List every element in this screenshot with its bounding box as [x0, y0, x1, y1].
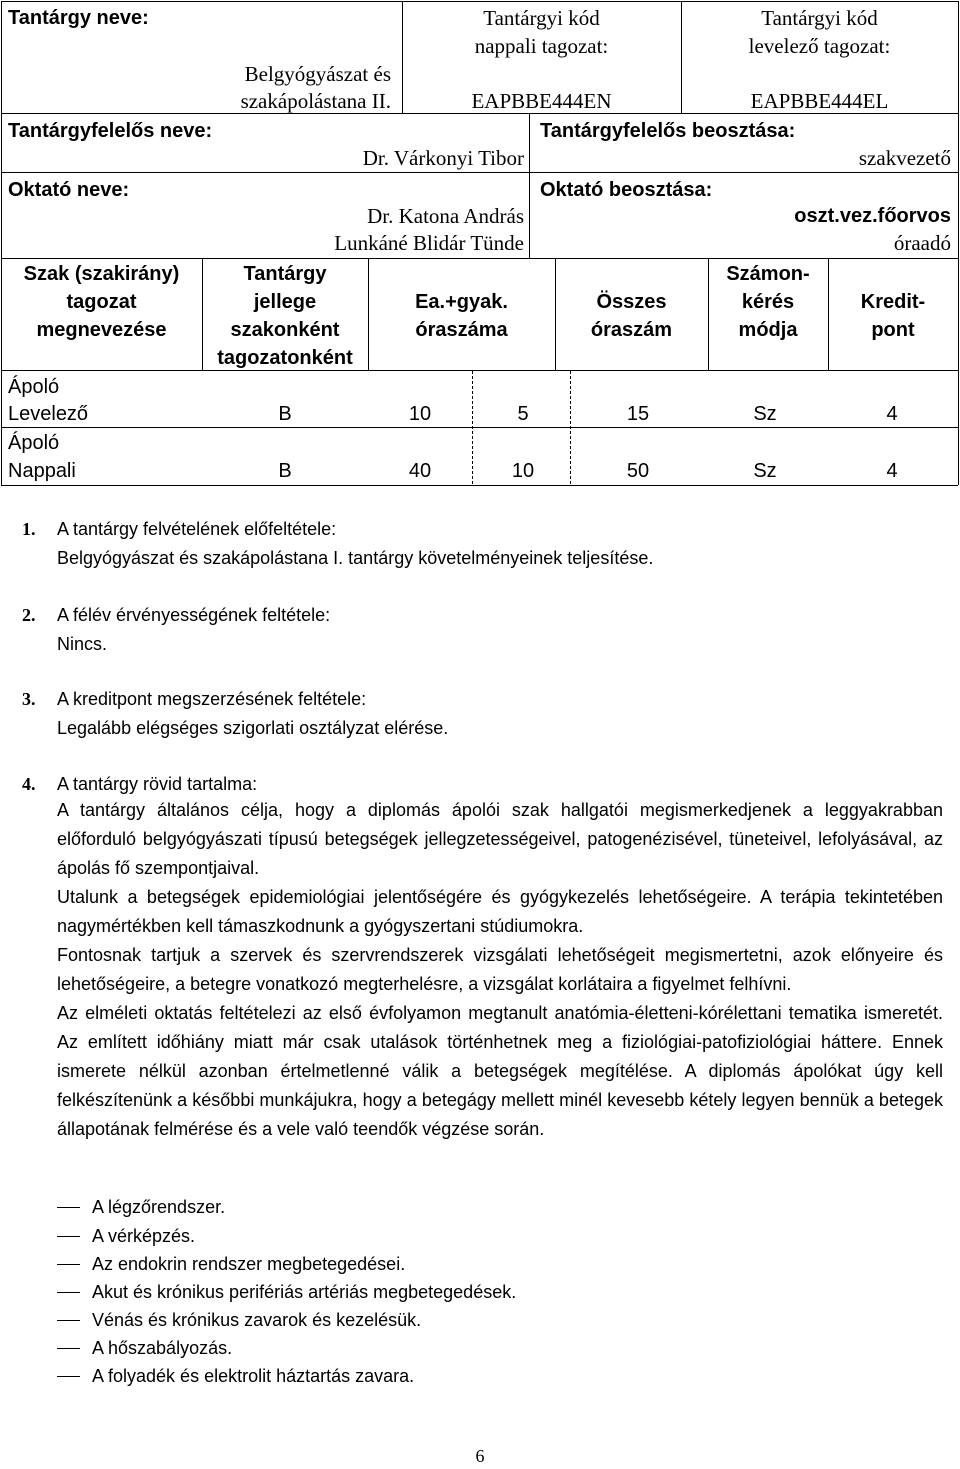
section-title: A tantárgy felvételének előfeltétele:: [57, 519, 337, 539]
col-spec-2: tagozat: [66, 291, 137, 313]
teacher-label: Oktató neve:: [8, 179, 130, 201]
subject-name-line1: Belgyógyászat és: [244, 62, 391, 86]
col-hours-1: Ea.+gyak.: [415, 291, 508, 313]
code-day-label-2: nappali tagozat:: [474, 34, 609, 58]
responsible-position-value: szakvezető: [858, 146, 951, 170]
code-day-value: EAPBBE444EN: [471, 89, 612, 113]
content-paragraph: A tantárgy általános célja, hogy a diplomás ápolói szak hallgatói megismerkedjenek a leggyakrabban előforduló belgyógyászati típusú betegségek jellegzetességeivel, patogenézisével, tüneteivel, lefolyásával, az ápolás fő szempontjaival.: [57, 800, 943, 878]
row-exam: Sz: [753, 460, 777, 482]
col-exam-3: módja: [738, 319, 798, 341]
table-line: [368, 258, 369, 370]
col-exam-1: Számon-: [726, 263, 810, 285]
dash-bullet-icon: [57, 1207, 80, 1208]
table-border-right: [958, 1, 959, 485]
row-total: 15: [626, 403, 650, 425]
section-number: 1.: [22, 519, 36, 539]
col-character-1: Tantárgy: [243, 263, 327, 285]
col-character-2: jellege: [253, 291, 317, 313]
table-line: [1, 172, 958, 173]
col-total-1: Összes: [596, 291, 667, 313]
section-title: A kreditpont megszerzésének feltétele:: [57, 689, 367, 709]
table-line: [555, 258, 556, 370]
row-practice: 5: [517, 403, 529, 425]
content-paragraph: Az elméleti oktatás feltételezi az első évfolyamon megtanult anatómia-életteni-kórélettani tematika ismeretét. Az említett időhiány miatt már csak utalások történhetnek meg a fiziológiai-patofiziológiai háttere. Ennek ismerete nélkül azonban értelmetlenné válik a betegségek megítélése. A diplomás ápolókat úgy kell felkészítenünk a későbbi munkájukra, hogy a betegágy mellett minél kevesebb kétely legyen bennük a betegek állapotának felmérése és a vele való teendők végzése során.: [57, 1003, 943, 1139]
responsible-position-label: Tantárgyfelelős beosztása:: [540, 120, 796, 142]
section-title: A félév érvényességének feltétele:: [57, 605, 331, 625]
row-credit: 4: [886, 460, 898, 482]
row-mode: Levelező: [8, 403, 89, 425]
table-line: [1, 258, 958, 259]
dash-bullet-icon: [57, 1348, 80, 1349]
subject-name-label: Tantárgy neve:: [8, 7, 149, 29]
row-character: B: [278, 403, 292, 425]
dash-bullet-icon: [57, 1292, 80, 1293]
table-border-top: [1, 1, 958, 2]
dash-bullet-icon: [57, 1376, 80, 1377]
section-body: Belgyógyászat és szakápolástana I. tantárgy követelményeinek teljesítése.: [57, 548, 654, 568]
col-hours-2: óraszáma: [415, 319, 508, 341]
table-line: [1, 113, 958, 114]
col-spec-3: megnevezése: [36, 319, 167, 341]
row-lecture: 40: [408, 460, 432, 482]
section-body: Nincs.: [57, 634, 108, 654]
section-body: Legalább elégséges szigorlati osztályzat elérése.: [57, 718, 449, 738]
col-character-4: tagozatonként: [217, 347, 353, 369]
responsible-value: Dr. Várkonyi Tibor: [362, 146, 524, 170]
section-number: 4.: [22, 774, 36, 794]
row-program: Ápoló: [8, 376, 60, 398]
col-exam-2: kérés: [741, 291, 795, 313]
col-total-2: óraszám: [590, 319, 673, 341]
table-line: [828, 258, 829, 370]
code-corr-label-2: levelező tagozat:: [748, 34, 891, 58]
subject-name-line2: szakápolástana II.: [240, 89, 391, 113]
row-total: 50: [626, 460, 650, 482]
teacher-position-value-1: oszt.vez.főorvos: [794, 205, 951, 227]
table-line: [1, 370, 958, 371]
dash-bullet-icon: [57, 1320, 80, 1321]
section-number: 3.: [22, 689, 36, 709]
dash-bullet-icon: [57, 1264, 80, 1265]
table-line: [529, 113, 530, 258]
section-title: A tantárgy rövid tartalma:: [57, 774, 258, 794]
row-mode: Nappali: [8, 460, 76, 482]
row-character: B: [278, 460, 292, 482]
table-dashed-line: [472, 371, 473, 484]
col-spec-1: Szak (szakirány): [23, 263, 180, 285]
row-credit: 4: [886, 403, 898, 425]
col-credit-2: pont: [871, 319, 915, 341]
teacher-position-label: Oktató beosztása:: [540, 179, 713, 201]
col-character-3: szakonként: [230, 319, 340, 341]
content-paragraphs: [57, 796, 943, 1144]
row-exam: Sz: [753, 403, 777, 425]
table-line: [1, 427, 958, 428]
col-credit-1: Kredit-: [860, 291, 926, 313]
content-paragraph: Fontosnak tartjuk a szervek és szervrendszerek vizsgálati lehetőségeit megismertetni, azok előnyeire és lehetőségeire, a betegre vonatkozó megterhelésre, a vizsgálat korlátaira a figyelmet felhívni.: [57, 945, 943, 994]
section-number: 2.: [22, 605, 36, 625]
teacher-value-2: Lunkáné Blidár Tünde: [334, 231, 524, 255]
dash-bullet-icon: [57, 1236, 80, 1237]
table-border-left: [1, 1, 2, 485]
page-number: 6: [475, 1446, 485, 1466]
table-dashed-line: [570, 371, 571, 484]
row-program: Ápoló: [8, 432, 60, 454]
table-border-bottom: [1, 485, 958, 486]
responsible-label: Tantárgyfelelős neve:: [8, 120, 213, 142]
row-practice: 10: [511, 460, 535, 482]
code-day-label-1: Tantárgyi kód: [483, 6, 600, 30]
row-lecture: 10: [408, 403, 432, 425]
teacher-value-1: Dr. Katona András: [367, 204, 524, 228]
content-paragraph: Utalunk a betegségek epidemiológiai jelentőségére és gyógykezelés lehetőségeire. A terápia tekintetében nagymértékben kell támaszkodnunk a gyógyszertani stúdiumokra.: [57, 887, 943, 936]
teacher-position-value-2: óraadó: [893, 231, 951, 255]
code-corr-value: EAPBBE444EL: [750, 89, 889, 113]
code-corr-label-1: Tantárgyi kód: [761, 6, 878, 30]
